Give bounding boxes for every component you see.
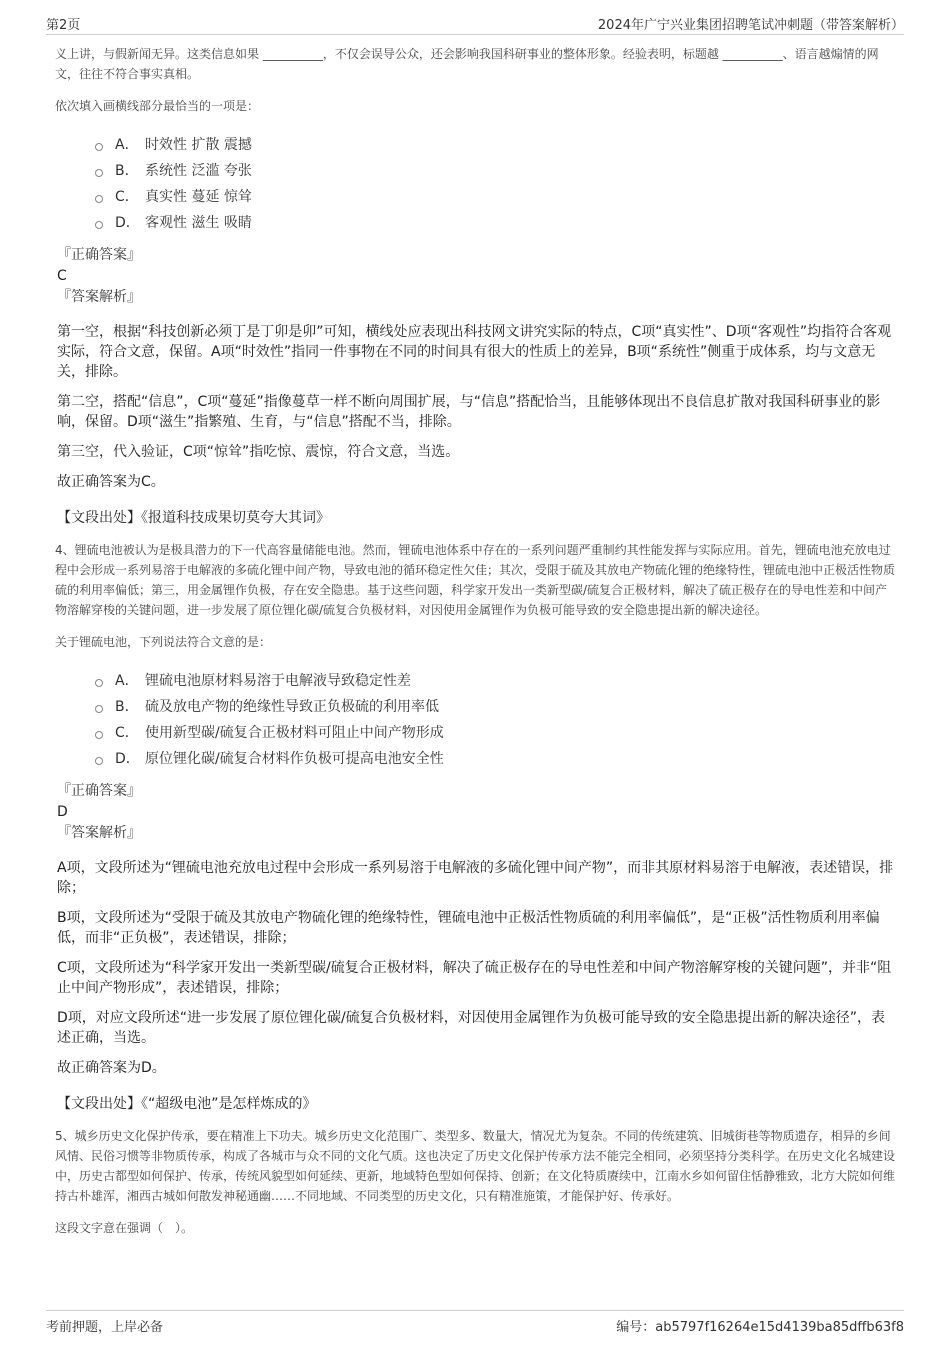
q5-prompt: 这段文字意在强调（ ）。 xyxy=(55,1221,194,1235)
q4-source: 【文段出处】《“超级电池”是怎样炼成的》 xyxy=(57,1096,317,1112)
q4-option-a[interactable]: A． 锂硫电池原材料易溶于电解液导致稳定性差 xyxy=(95,668,897,694)
q4-prompt: 关于锂硫电池，下列说法符合文意的是： xyxy=(55,635,272,649)
radio-icon[interactable] xyxy=(95,679,103,687)
page-number: 第2页 xyxy=(46,18,81,33)
q5-passage: 5、城乡历史文化保护传承，要在精准上下功夫。城乡历史文化范围广、类型多、数量大，情况尤为复杂。不同的传统建筑、旧城街巷等物质遗存，相异的乡间风情、民俗习惯等非物质传承，构成了各城市与众不同的文化气质。这也决定了历史文化保护传承方法不能完全相同，必须坚持分类科学。在历史文化名城建设中，历史古都型如何保护、传承，传统风貌型如何延续、更新，地域特色型如何保持、创新；在文化特质赓续中，江南水乡如何留住恬静雅致，北方大院如何维持古朴雄浑，湘西古城如何散发神秘通幽……不同地域、不同类型的历史文化，只有精准施策，才能保护好、传承好。 xyxy=(55,1129,896,1203)
q3-analysis-paragraph: 第一空，根据“科技创新必须丁是丁卯是卯”可知，横线处应表现出科技网文讲究实际的特点，C项“真实性”、D项“客观性”均指符合客观实际，符合文意，保留。A项“时效性”指同一件事物在不同的时间具有很大的性质上的差异，B项“系统性”侧重于成体系，均与文意无关，排除。 xyxy=(57,324,892,380)
q4-analysis-label: 『答案解析』 xyxy=(57,825,141,841)
q4-analysis-paragraph: 故正确答案为D。 xyxy=(57,1060,166,1076)
document-id: 编号：ab5797f16264e15d4139ba85dffb63f8 xyxy=(616,1320,904,1335)
radio-icon[interactable] xyxy=(95,143,103,151)
q4-analysis-paragraph: C项，文段所述为“科学家开发出一类新型碳/硫复合正极材料，解决了硫正极存在的导电性差和中间产物溶解穿梭的关键问题”，并非“阻止中间产物形成”，表述错误，排除； xyxy=(57,960,892,996)
q3-option-c[interactable]: C． 真实性 蔓延 惊耸 xyxy=(95,184,897,210)
radio-icon[interactable] xyxy=(95,757,103,765)
document-body xyxy=(55,44,897,1248)
q4-correct-answer-label: 『正确答案』 xyxy=(57,783,141,799)
document-title: 2024年广宁兴业集团招聘笔试冲刺题（带答案解析） xyxy=(597,18,904,33)
q4-option-c[interactable]: C． 使用新型碳/硫复合正极材料可阻止中间产物形成 xyxy=(95,720,897,746)
page-footer xyxy=(46,1310,904,1339)
footer-slogan: 考前押题，上岸必备 xyxy=(46,1320,164,1335)
q3-option-d[interactable]: D． 客观性 滋生 吸睛 xyxy=(95,210,897,236)
q3-answer: C xyxy=(57,268,67,284)
q3-correct-answer-label: 『正确答案』 xyxy=(57,247,141,263)
q3-option-b[interactable]: B． 系统性 泛滥 夸张 xyxy=(95,158,897,184)
q3-analysis-paragraph: 第二空，搭配“信息”，C项“蔓延”指像蔓草一样不断向周围扩展，与“信息”搭配恰当，且能够体现出不良信息扩散对我国科研事业的影响，保留。D项“滋生”指繁殖、生育，与“信息”搭配不当，排除。 xyxy=(57,394,881,430)
page-header xyxy=(46,12,904,35)
q4-answer: D xyxy=(57,804,68,820)
q3-analysis-label: 『答案解析』 xyxy=(57,289,141,305)
q4-analysis-paragraph: B项，文段所述为“受限于硫及其放电产物硫化锂的绝缘特性，锂硫电池中正极活性物质硫的利用率偏低”，是“正极”活性物质利用率偏低，而非“正负极”，表述错误，排除； xyxy=(57,910,880,946)
q4-analysis-paragraph: D项，对应文段所述“进一步发展了原位锂化碳/硫复合负极材料，对因使用金属锂作为负极可能导致的安全隐患提出新的解决途径”，表述正确，当选。 xyxy=(57,1010,885,1046)
q3-analysis-paragraph: 第三空，代入验证，C项“惊耸”指吃惊、震惊，符合文意，当选。 xyxy=(57,444,460,460)
radio-icon[interactable] xyxy=(95,705,103,713)
q3-source: 【文段出处】《报道科技成果切莫夸大其词》 xyxy=(57,510,330,526)
q4-passage: 4、锂硫电池被认为是极具潜力的下一代高容量储能电池。然而，锂硫电池体系中存在的一系列问题严重制约其性能发挥与实际应用。首先，锂硫电池充放电过程中会形成一系列易溶于电解液的多硫化锂中间产物，导致电池的循环稳定性欠佳；其次，受限于硫及其放电产物硫化锂的绝缘特性，锂硫电池中正极活性物质硫的利用率偏低；第三，用金属锂作负极，存在安全隐患。基于这些问题，科学家开发出一类新型碳/硫复合正极材料，解决了硫正极存在的导电性差和中间产物溶解穿梭的关键问题，进一步发展了原位锂化碳/硫复合负极材料，对因使用金属锂作为负极可能导致的安全隐患提出新的解决途径。 xyxy=(55,543,896,617)
radio-icon[interactable] xyxy=(95,169,103,177)
radio-icon[interactable] xyxy=(95,221,103,229)
radio-icon[interactable] xyxy=(95,731,103,739)
q4-option-d[interactable]: D． 原位锂化碳/硫复合材料作负极可提高电池安全性 xyxy=(95,746,897,772)
q4-options xyxy=(95,668,897,772)
q3-prompt: 依次填入画横线部分最恰当的一项是： xyxy=(55,99,260,113)
q3-analysis-paragraph: 故正确答案为C。 xyxy=(57,474,165,490)
q3-options xyxy=(95,132,897,236)
q3-passage-tail: 义上讲，与假新闻无异。这类信息如果 __________，不仅会误导公众，还会影响我国科研事业的整体形象。经验表明，标题越 __________、语言越煽情的网文，往往不符合事实真相。 xyxy=(55,47,879,81)
q4-analysis-paragraph: A项，文段所述为“锂硫电池充放电过程中会形成一系列易溶于电解液的多硫化锂中间产物”，而非其原材料易溶于电解液，表述错误，排除； xyxy=(57,860,894,896)
q3-option-a[interactable]: A． 时效性 扩散 震撼 xyxy=(95,132,897,158)
radio-icon[interactable] xyxy=(95,195,103,203)
q4-option-b[interactable]: B． 硫及放电产物的绝缘性导致正负极硫的利用率低 xyxy=(95,694,897,720)
